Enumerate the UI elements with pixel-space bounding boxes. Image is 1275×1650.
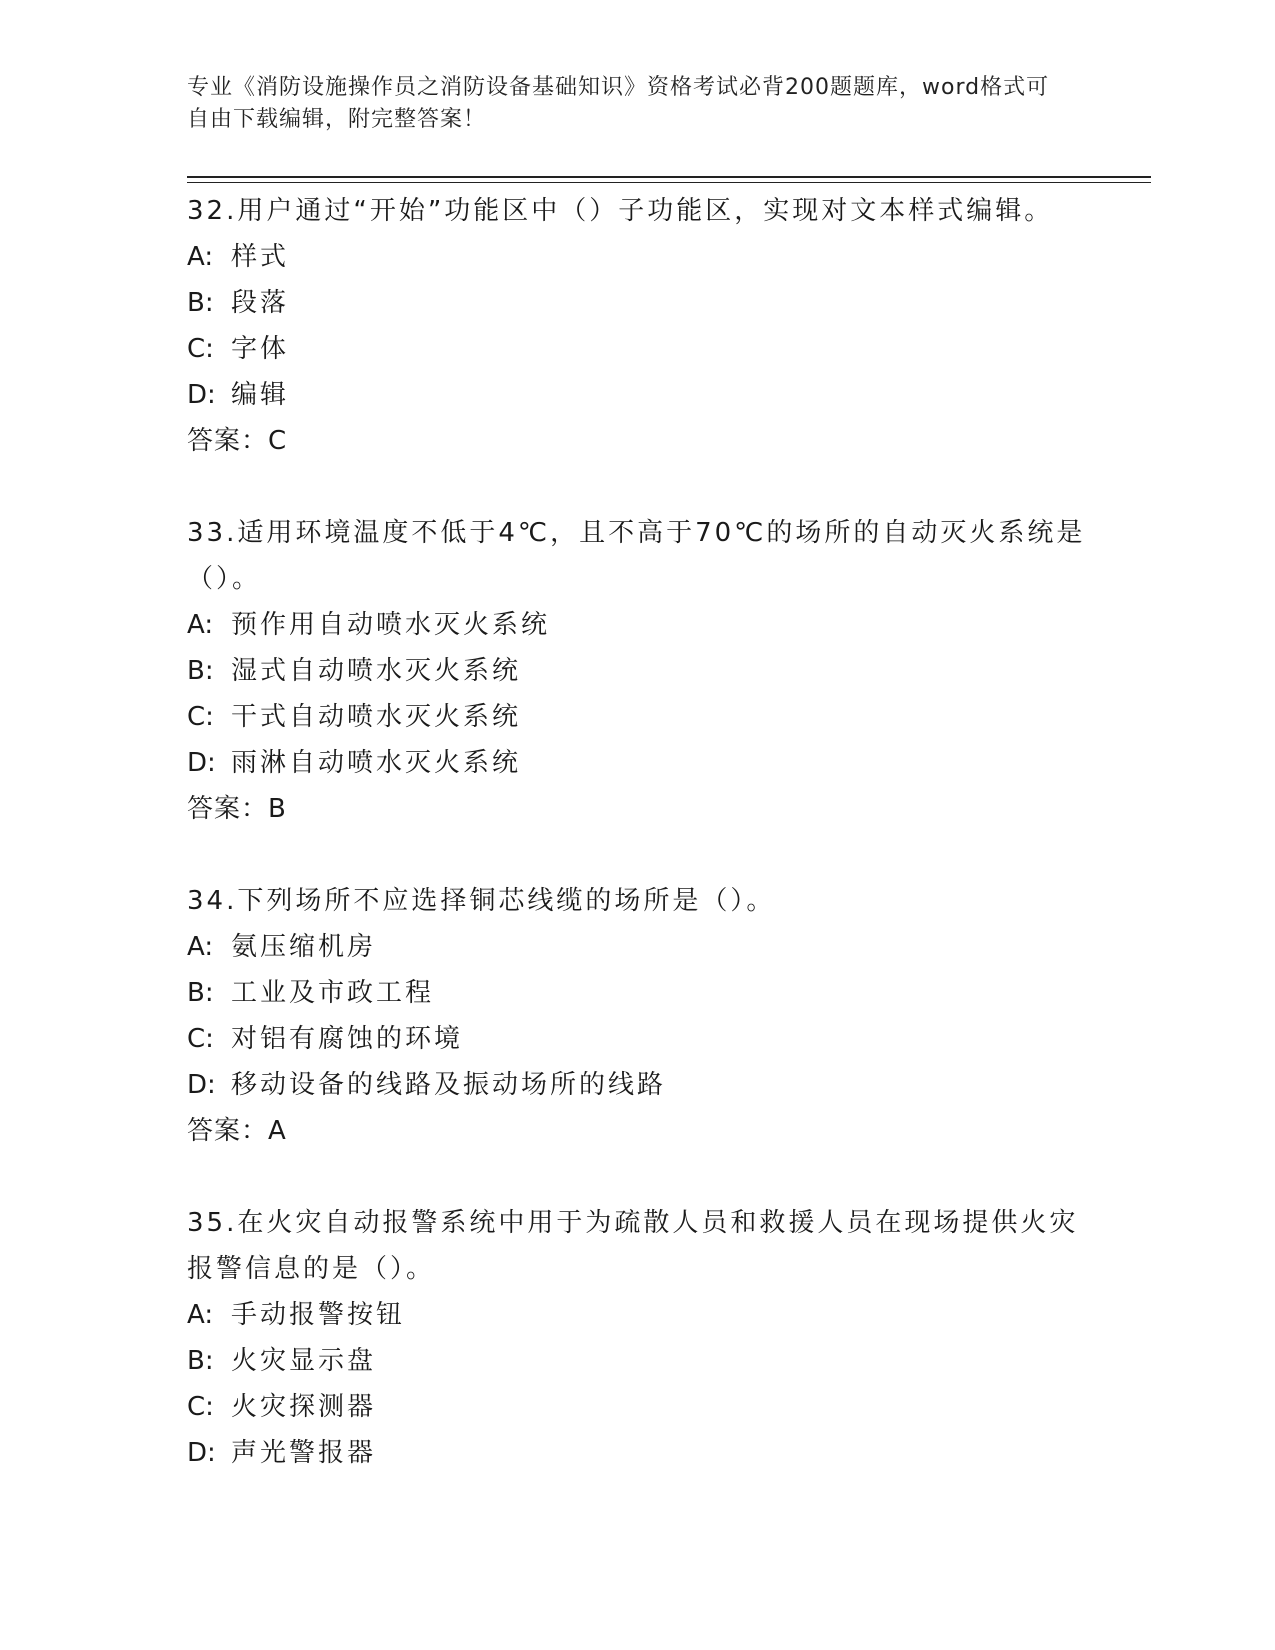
option-text: 氨压缩机房: [231, 932, 377, 962]
option-letter: C:: [187, 702, 214, 732]
option-letter: B:: [187, 656, 214, 686]
option-letter: C:: [187, 1392, 214, 1422]
option-text: 火灾显示盘: [231, 1346, 377, 1376]
option-c: [187, 1016, 1087, 1062]
header-divider-thin: [187, 182, 1151, 183]
option-c: [187, 1384, 1087, 1430]
option-letter: A:: [187, 1300, 214, 1330]
question-stem: 32.用户通过“开始”功能区中（）子功能区，实现对文本样式编辑。: [187, 196, 1054, 226]
question-list: [187, 188, 1087, 1476]
option-text: 移动设备的线路及振动场所的线路: [231, 1070, 667, 1100]
option-letter: D:: [187, 748, 216, 778]
question-stem: 35.在火灾自动报警系统中用于为疏散人员和救援人员在现场提供火灾报警信息的是（）。: [187, 1208, 1079, 1284]
answer-line: 答案：A: [187, 1116, 287, 1146]
answer-line: 答案：C: [187, 426, 288, 456]
option-d: [187, 372, 1087, 418]
option-letter: D:: [187, 380, 216, 410]
option-c: [187, 326, 1087, 372]
header-divider-thick: [187, 176, 1151, 178]
option-letter: B:: [187, 1346, 214, 1376]
option-a: [187, 924, 1087, 970]
question-33: [187, 510, 1087, 832]
option-b: [187, 970, 1087, 1016]
option-letter: D:: [187, 1438, 216, 1468]
option-text: 手动报警按钮: [231, 1300, 406, 1330]
question-gap: [187, 1154, 1087, 1200]
option-text: 段落: [231, 288, 290, 318]
question-stem: 33.适用环境温度不低于4℃，且不高于70℃的场所的自动灭火系统是（）。: [187, 518, 1086, 594]
question-gap: [187, 464, 1087, 510]
option-b: [187, 648, 1087, 694]
option-text: 工业及市政工程: [231, 978, 435, 1008]
option-a: [187, 602, 1087, 648]
option-letter: B:: [187, 288, 214, 318]
answer-line: 答案：B: [187, 794, 287, 824]
question-35: [187, 1200, 1087, 1476]
option-text: 编辑: [231, 380, 290, 410]
option-text: 对铝有腐蚀的环境: [231, 1024, 464, 1054]
option-letter: A:: [187, 242, 214, 272]
option-text: 字体: [231, 334, 290, 364]
option-text: 湿式自动喷水灭火系统: [231, 656, 522, 686]
option-letter: D:: [187, 1070, 216, 1100]
option-text: 雨淋自动喷水灭火系统: [231, 748, 522, 778]
option-text: 干式自动喷水灭火系统: [231, 702, 522, 732]
option-c: [187, 694, 1087, 740]
option-letter: A:: [187, 932, 214, 962]
option-a: [187, 1292, 1087, 1338]
option-text: 火灾探测器: [231, 1392, 377, 1422]
page-header-text: 专业《消防设施操作员之消防设备基础知识》资格考试必背200题题库，word格式可自由下载编辑，附完整答案！: [187, 75, 1050, 132]
option-text: 预作用自动喷水灭火系统: [231, 610, 551, 640]
option-letter: B:: [187, 978, 214, 1008]
option-d: [187, 1062, 1087, 1108]
question-gap: [187, 832, 1087, 878]
option-d: [187, 740, 1087, 786]
option-text: 样式: [231, 242, 290, 272]
question-32: [187, 188, 1087, 464]
option-a: [187, 234, 1087, 280]
option-d: [187, 1430, 1087, 1476]
question-stem: 34.下列场所不应选择铜芯线缆的场所是（）。: [187, 886, 776, 916]
option-letter: A:: [187, 610, 214, 640]
option-b: [187, 1338, 1087, 1384]
option-b: [187, 280, 1087, 326]
question-34: [187, 878, 1087, 1154]
option-text: 声光警报器: [231, 1438, 377, 1468]
option-letter: C:: [187, 1024, 214, 1054]
option-letter: C:: [187, 334, 214, 364]
